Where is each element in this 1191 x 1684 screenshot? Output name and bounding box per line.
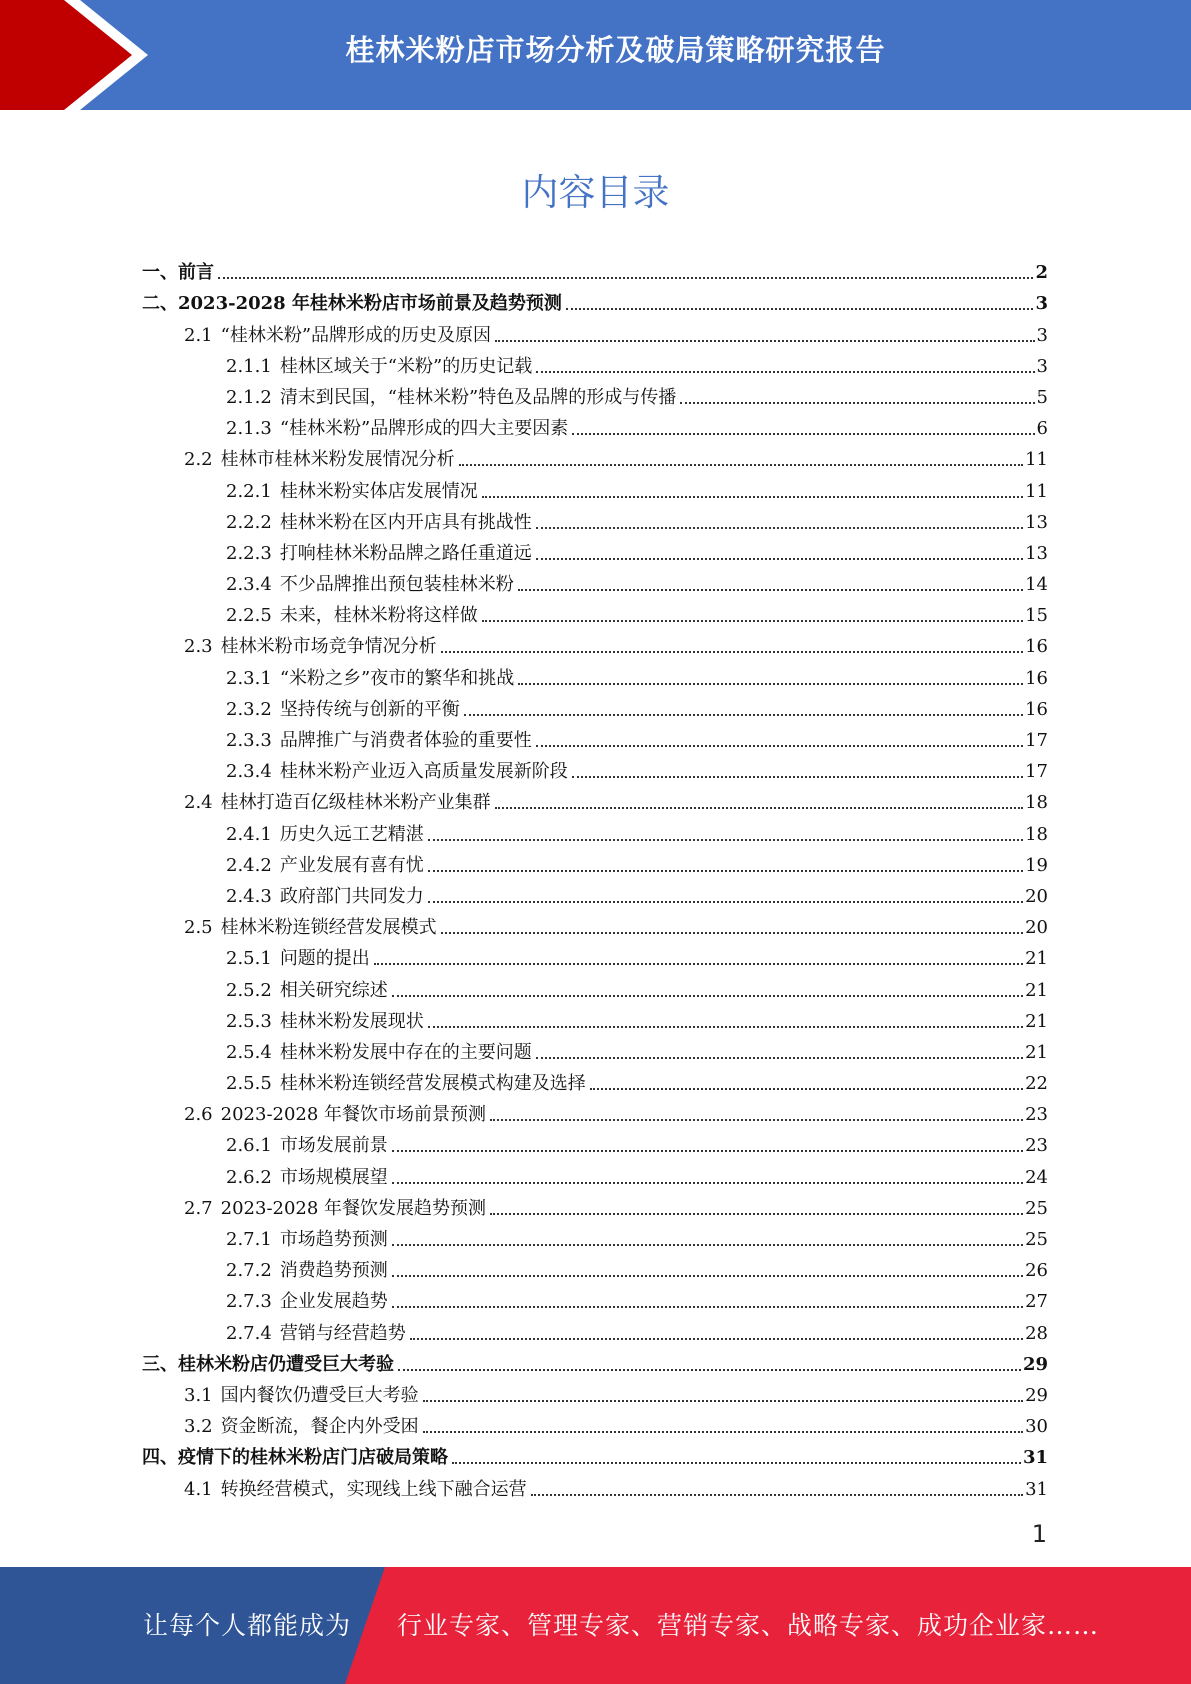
toc-entry[interactable] <box>142 347 1048 378</box>
toc-entry-title: 桂林米粉在区内开店具有挑战性 <box>279 511 532 533</box>
footer-slogan-right: 行业专家、管理专家、营销专家、战略专家、成功企业家…… <box>397 1611 1100 1640</box>
toc-entry[interactable] <box>142 1345 1048 1376</box>
toc-entry-number: 2.6.2 <box>226 1166 272 1188</box>
toc-entry[interactable] <box>142 1313 1048 1344</box>
dot-leader <box>490 1119 1023 1121</box>
toc-entry-number: 2.6 <box>184 1104 213 1126</box>
toc-entry[interactable] <box>142 596 1048 627</box>
toc-entry-title: 打响桂林米粉品牌之路任重道远 <box>279 542 532 564</box>
toc-entry-title: 桂林米粉发展中存在的主要问题 <box>279 1041 532 1063</box>
toc-entry-page: 13 <box>1025 511 1048 533</box>
toc-entry[interactable] <box>142 253 1048 284</box>
toc-entry-number: 2.6.1 <box>226 1135 272 1157</box>
toc-entry-number: 2.1.3 <box>226 418 272 440</box>
toc-entry-page: 16 <box>1025 667 1048 689</box>
toc-entry-title: 不少品牌推出预包装桂林米粉 <box>279 574 514 596</box>
toc-entry-title: 相关研究综述 <box>279 979 388 1001</box>
toc-entry-title: 市场规模展望 <box>279 1166 388 1188</box>
dot-leader <box>441 651 1023 653</box>
dot-leader <box>428 1026 1023 1028</box>
toc-entry-number: 2.1.1 <box>226 355 272 377</box>
toc-entry-page: 11 <box>1025 449 1048 471</box>
toc-entry[interactable] <box>142 1189 1048 1220</box>
toc-entry-number: 4.1 <box>184 1478 213 1500</box>
toc-entry[interactable] <box>142 1157 1048 1188</box>
toc-entry-title: 2023-2028 年桂林米粉店市场前景及趋势预测 <box>178 293 562 315</box>
toc-entry-title: 未来，桂林米粉将这样做 <box>279 605 478 627</box>
toc-entry-number: 2.4.1 <box>226 823 272 845</box>
toc-entry-number: 2.1 <box>184 324 213 346</box>
toc-entry[interactable] <box>142 1407 1048 1438</box>
toc-entry-number: 3.2 <box>184 1416 213 1438</box>
toc-entry[interactable] <box>142 315 1048 346</box>
toc-entry-number: 2.4.3 <box>226 885 272 907</box>
toc-entry-title: 营销与经营趋势 <box>279 1322 406 1344</box>
toc-entry-number: 二、 <box>142 293 178 315</box>
toc-entry-title: 资金断流，餐企内外受困 <box>220 1416 419 1438</box>
toc-entry-page: 31 <box>1022 1447 1048 1469</box>
toc-entry[interactable] <box>142 1220 1048 1251</box>
page-footer <box>0 1567 1191 1684</box>
toc-entry-number: 2.2.5 <box>226 605 272 627</box>
page-header <box>0 0 1191 110</box>
dot-leader <box>572 776 1023 778</box>
toc-entry[interactable] <box>142 378 1048 409</box>
toc-entry-number: 2.4.2 <box>226 854 272 876</box>
toc-entry[interactable] <box>142 970 1048 1001</box>
toc-entry-page: 29 <box>1025 1384 1048 1406</box>
dot-leader <box>482 620 1023 622</box>
toc-entry-title: 坚持传统与创新的平衡 <box>279 698 460 720</box>
toc-entry-title: 政府部门共同发力 <box>279 885 424 907</box>
toc-entry-title: 前言 <box>178 262 214 284</box>
toc-entry-page: 3 <box>1036 355 1048 377</box>
toc-entry[interactable] <box>142 846 1048 877</box>
toc-entry-number: 2.7.2 <box>226 1260 272 1282</box>
toc-entry-page: 21 <box>1025 1010 1048 1032</box>
toc-entry-title: 桂林米粉市场竞争情况分析 <box>220 636 437 658</box>
toc-entry[interactable] <box>142 1064 1048 1095</box>
dot-leader <box>398 1369 1021 1371</box>
dot-leader <box>423 1431 1023 1433</box>
dot-leader <box>495 340 1035 342</box>
toc-entry-title: 企业发展趋势 <box>279 1291 388 1313</box>
toc-entry-page: 16 <box>1025 698 1048 720</box>
toc-entry-page: 30 <box>1025 1416 1048 1438</box>
dot-leader <box>536 1057 1023 1059</box>
toc-entry[interactable] <box>142 1469 1048 1500</box>
toc-entry[interactable] <box>142 658 1048 689</box>
toc-entry-page: 18 <box>1025 823 1048 845</box>
toc-entry-page: 29 <box>1022 1353 1048 1375</box>
dot-leader <box>482 496 1023 498</box>
dot-leader <box>572 433 1034 435</box>
dot-leader <box>518 589 1023 591</box>
page-number: 1 <box>1031 1520 1047 1548</box>
toc-entry-title: 市场趋势预测 <box>279 1229 388 1250</box>
dot-leader <box>392 1182 1023 1184</box>
toc-entry-page: 24 <box>1025 1166 1048 1188</box>
toc-entry[interactable] <box>142 877 1048 908</box>
toc-entry-page: 25 <box>1025 1229 1048 1250</box>
toc-entry-title: 消费趋势预测 <box>279 1260 388 1282</box>
dot-leader <box>490 1213 1023 1215</box>
toc-entry[interactable] <box>142 690 1048 721</box>
toc-entry-number: 2.3.2 <box>226 698 272 720</box>
dot-leader <box>218 277 1033 279</box>
toc-entry-title: 转换经营模式，实现线上线下融合运营 <box>220 1478 527 1500</box>
toc-entry-page: 22 <box>1025 1073 1048 1095</box>
footer-slogan-left: 让每个人都能成为 <box>143 1611 352 1640</box>
toc-entry-title: “桂林米粉”品牌形成的历史及原因 <box>220 324 492 346</box>
toc-entry-page: 5 <box>1036 386 1048 408</box>
toc-entry-page: 3 <box>1036 324 1048 346</box>
dot-leader <box>392 1244 1023 1246</box>
toc-entry-title: 桂林米粉连锁经营发展模式 <box>220 917 437 939</box>
toc-entry-title: 桂林米粉店仍遭受巨大考验 <box>178 1353 394 1375</box>
toc-entry[interactable] <box>142 1438 1048 1469</box>
toc-entry-number: 2.5.1 <box>226 948 272 970</box>
toc-entry-title: 桂林区域关于“米粉”的历史记载 <box>279 355 533 377</box>
toc-entry[interactable] <box>142 1033 1048 1064</box>
dot-leader <box>452 1462 1021 1464</box>
dot-leader <box>428 901 1023 903</box>
toc-entry-title: 清末到民国，“桂林米粉”特色及品牌的形成与传播 <box>279 386 677 408</box>
dot-leader <box>392 995 1023 997</box>
toc-entry-title: 品牌推广与消费者体验的重要性 <box>279 730 532 751</box>
toc-entry-number: 2.7.3 <box>226 1291 272 1313</box>
toc-entry-title: 桂林米粉实体店发展情况 <box>279 480 478 502</box>
toc-entry[interactable] <box>142 627 1048 658</box>
toc-entry-number: 2.3.1 <box>226 667 272 689</box>
toc-entry-number: 2.5 <box>184 917 213 939</box>
toc-entry-title: 国内餐饮仍遭受巨大考验 <box>220 1384 419 1406</box>
dot-leader <box>536 527 1023 529</box>
toc-entry-number: 四、 <box>142 1447 178 1469</box>
toc-entry[interactable] <box>142 1376 1048 1407</box>
toc-entry-number: 一、 <box>142 262 178 284</box>
toc-entry-page: 15 <box>1025 605 1048 627</box>
toc-entry-page: 23 <box>1025 1135 1048 1157</box>
toc-entry-title: 桂林米粉发展现状 <box>279 1010 424 1032</box>
toc-entry-number: 2.7.4 <box>226 1322 272 1344</box>
toc-entry-page: 27 <box>1025 1291 1048 1313</box>
toc-entry-number: 2.2.1 <box>226 480 272 502</box>
toc-entry[interactable] <box>142 1251 1048 1282</box>
dot-leader <box>392 1275 1023 1277</box>
dot-leader <box>410 1338 1023 1340</box>
toc-entry-number: 2.5.2 <box>226 979 272 1001</box>
dot-leader <box>536 745 1023 747</box>
toc-entry-title: 桂林米粉产业迈入高质量发展新阶段 <box>279 761 568 783</box>
toc-entry-number: 2.7 <box>184 1197 213 1219</box>
toc-entry-page: 6 <box>1036 418 1048 440</box>
toc-entry-number: 三、 <box>142 1353 178 1375</box>
toc-entry-number: 2.7.1 <box>226 1229 272 1250</box>
toc-entry-page: 3 <box>1035 293 1048 315</box>
toc-entry[interactable] <box>142 534 1048 565</box>
toc-entry-page: 2 <box>1035 262 1048 284</box>
toc-entry[interactable] <box>142 284 1048 315</box>
dot-leader <box>423 1400 1023 1402</box>
toc-entry-number: 2.3 <box>184 636 213 658</box>
dot-leader <box>590 1088 1023 1090</box>
toc-entry[interactable] <box>142 409 1048 440</box>
toc-entry[interactable] <box>142 1095 1048 1126</box>
toc-entry[interactable] <box>142 783 1048 814</box>
dot-leader <box>464 714 1023 716</box>
toc-entry-page: 28 <box>1025 1322 1048 1344</box>
toc-entry[interactable] <box>142 752 1048 783</box>
toc-title: 内容目录 <box>521 171 670 214</box>
toc-entry-page: 19 <box>1025 854 1048 876</box>
toc-entry-title: 桂林米粉连锁经营发展模式构建及选择 <box>279 1073 586 1095</box>
toc-entry[interactable] <box>142 1282 1048 1313</box>
toc-entry-page: 16 <box>1025 636 1048 658</box>
toc-entry-page: 21 <box>1025 1041 1048 1063</box>
toc-entry-page: 21 <box>1025 948 1048 970</box>
toc-entry-number: 2.3.4 <box>226 574 272 596</box>
dot-leader <box>428 870 1023 872</box>
toc-entry-page: 20 <box>1025 885 1048 907</box>
toc-entry[interactable] <box>142 440 1048 471</box>
toc-entry-page: 18 <box>1025 792 1048 814</box>
dot-leader <box>566 308 1034 310</box>
toc-entry[interactable] <box>142 1002 1048 1033</box>
toc-entry-number: 2.2.2 <box>226 511 272 533</box>
toc-entry[interactable] <box>142 565 1048 596</box>
toc-entry-number: 2.4 <box>184 792 213 814</box>
toc-entry-title: 产业发展有喜有忧 <box>279 854 424 876</box>
toc-entry[interactable] <box>142 721 1048 752</box>
dot-leader <box>495 807 1023 809</box>
toc-entry-number: 2.5.3 <box>226 1010 272 1032</box>
toc-entry-number: 2.3.4 <box>226 761 272 783</box>
toc-entry[interactable] <box>142 908 1048 939</box>
toc-entry[interactable] <box>142 503 1048 534</box>
toc-entry[interactable] <box>142 471 1048 502</box>
toc-entry-title: 市场发展前景 <box>279 1135 388 1157</box>
toc-entry[interactable] <box>142 1126 1048 1157</box>
toc-entry-page: 17 <box>1025 761 1048 783</box>
toc-entry-number: 2.2 <box>184 449 213 471</box>
toc-entry-page: 23 <box>1025 1104 1048 1126</box>
toc-entry-title: “桂林米粉”品牌形成的四大主要因素 <box>279 418 569 440</box>
toc-entry-page: 25 <box>1025 1197 1048 1219</box>
dot-leader <box>680 402 1034 404</box>
toc-entry-page: 14 <box>1025 574 1048 596</box>
toc-entry-page: 26 <box>1025 1260 1048 1282</box>
toc-entry-title: 历史久远工艺精湛 <box>279 823 424 845</box>
toc-entry-title: 桂林打造百亿级桂林米粉产业集群 <box>220 792 491 814</box>
dot-leader <box>374 963 1023 965</box>
toc-entry-number: 2.2.3 <box>226 542 272 564</box>
dot-leader <box>392 1306 1023 1308</box>
toc-entry-number: 3.1 <box>184 1384 213 1406</box>
toc-entry-number: 2.5.5 <box>226 1073 272 1095</box>
toc-entry-page: 17 <box>1025 730 1048 751</box>
toc-entry-title: 疫情下的桂林米粉店门店破局策略 <box>178 1447 448 1469</box>
dot-leader <box>536 558 1023 560</box>
report-title: 桂林米粉店市场分析及破局策略研究报告 <box>345 33 886 67</box>
dot-leader <box>518 683 1023 685</box>
dot-leader <box>441 932 1023 934</box>
toc-entry-title: “米粉之乡”夜市的繁华和挑战 <box>279 667 515 689</box>
dot-leader <box>459 464 1023 466</box>
table-of-contents <box>142 253 1048 1501</box>
toc-entry-title: 桂林市桂林米粉发展情况分析 <box>220 449 455 471</box>
dot-leader <box>392 1150 1023 1152</box>
toc-entry-page: 31 <box>1025 1478 1048 1500</box>
toc-entry-number: 2.5.4 <box>226 1041 272 1063</box>
toc-entry-page: 20 <box>1025 917 1048 939</box>
toc-entry-number: 2.1.2 <box>226 386 272 408</box>
toc-entry-page: 21 <box>1025 979 1048 1001</box>
toc-entry-title: 问题的提出 <box>279 948 370 970</box>
toc-entry-title: 2023-2028 年餐饮发展趋势预测 <box>220 1197 487 1219</box>
dot-leader <box>536 371 1034 373</box>
toc-entry[interactable] <box>142 814 1048 845</box>
dot-leader <box>428 839 1023 841</box>
toc-entry-number: 2.3.3 <box>226 730 272 751</box>
dot-leader <box>531 1494 1023 1496</box>
toc-entry-page: 11 <box>1025 480 1048 502</box>
toc-entry-page: 13 <box>1025 542 1048 564</box>
toc-entry-title: 2023-2028 年餐饮市场前景预测 <box>220 1104 487 1126</box>
toc-entry[interactable] <box>142 939 1048 970</box>
